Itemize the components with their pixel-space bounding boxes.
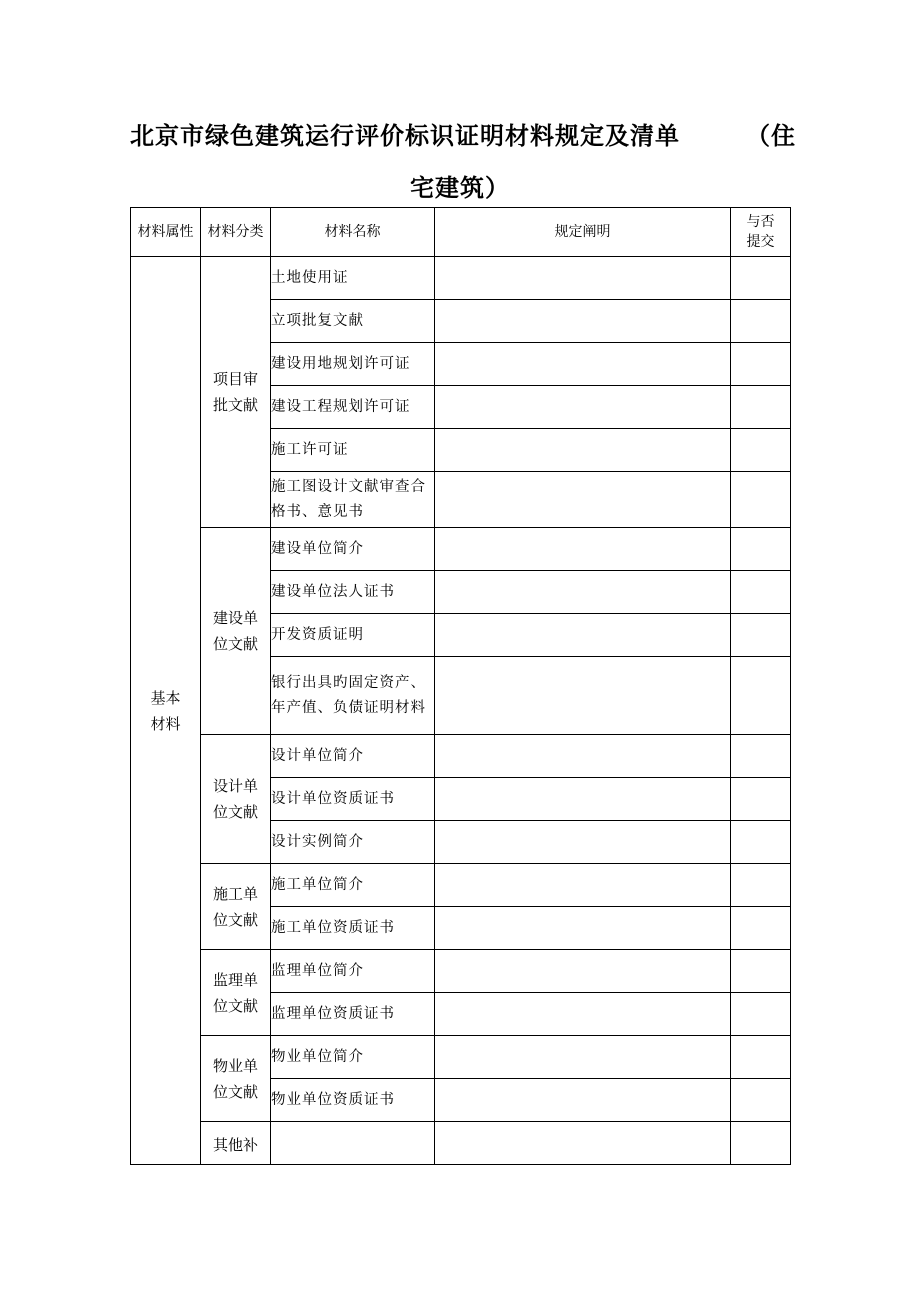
- item-name: 施工许可证: [271, 429, 435, 472]
- submit-cell: [731, 657, 791, 735]
- title-tail: （住: [746, 122, 796, 150]
- spec-cell: [435, 343, 731, 386]
- item-name: 建设单位简介: [271, 528, 435, 571]
- spec-cell: [435, 571, 731, 614]
- table-row: [131, 950, 791, 993]
- item-name: 银行出具旳固定资产、年产值、负债证明材料: [271, 657, 435, 735]
- header-name: 材料名称: [271, 208, 435, 257]
- submit-cell: [731, 778, 791, 821]
- category-cell: 物业单位文献: [201, 1036, 271, 1122]
- category-cell: 设计单位文献: [201, 735, 271, 864]
- table-row: [131, 864, 791, 907]
- submit-cell: [731, 1079, 791, 1122]
- header-category: 材料分类: [201, 208, 271, 257]
- item-name: 建设用地规划许可证: [271, 343, 435, 386]
- item-name: 施工单位资质证书: [271, 907, 435, 950]
- category-cell: 其他补: [201, 1122, 271, 1165]
- table-row: [131, 735, 791, 778]
- spec-cell: [435, 735, 731, 778]
- materials-table: [130, 207, 791, 1165]
- submit-cell: [731, 735, 791, 778]
- category-cell: 项目审批文献: [201, 257, 271, 528]
- spec-cell: [435, 1122, 731, 1165]
- submit-cell: [731, 257, 791, 300]
- item-name: 立项批复文献: [271, 300, 435, 343]
- item-name: 监理单位资质证书: [271, 993, 435, 1036]
- spec-cell: [435, 950, 731, 993]
- submit-cell: [731, 528, 791, 571]
- category-cell: 监理单位文献: [201, 950, 271, 1036]
- submit-cell: [731, 472, 791, 528]
- spec-cell: [435, 778, 731, 821]
- item-name: 施工图设计文献审查合格书、意见书: [271, 472, 435, 528]
- spec-cell: [435, 472, 731, 528]
- spec-cell: [435, 1036, 731, 1079]
- submit-cell: [731, 864, 791, 907]
- header-attr: 材料属性: [131, 208, 201, 257]
- item-name: 物业单位简介: [271, 1036, 435, 1079]
- spec-cell: [435, 1079, 731, 1122]
- spec-cell: [435, 257, 731, 300]
- submit-cell: [731, 1036, 791, 1079]
- spec-cell: [435, 907, 731, 950]
- table-row: [131, 1122, 791, 1165]
- header-submit: 与否提交: [731, 208, 791, 257]
- spec-cell: [435, 386, 731, 429]
- table-row: [131, 257, 791, 300]
- submit-cell: [731, 821, 791, 864]
- item-name: 建设工程规划许可证: [271, 386, 435, 429]
- title-main: 北京市绿色建筑运行评价标识证明材料规定及清单: [130, 122, 680, 150]
- submit-cell: [731, 907, 791, 950]
- item-name: 施工单位简介: [271, 864, 435, 907]
- item-name: 设计单位简介: [271, 735, 435, 778]
- submit-cell: [731, 429, 791, 472]
- spec-cell: [435, 614, 731, 657]
- table-row: [131, 1036, 791, 1079]
- header-spec: 规定阐明: [435, 208, 731, 257]
- spec-cell: [435, 528, 731, 571]
- item-name: 设计实例简介: [271, 821, 435, 864]
- spec-cell: [435, 429, 731, 472]
- category-cell: 建设单位文献: [201, 528, 271, 735]
- submit-cell: [731, 1122, 791, 1165]
- submit-cell: [731, 950, 791, 993]
- item-name: 土地使用证: [271, 257, 435, 300]
- submit-cell: [731, 300, 791, 343]
- spec-cell: [435, 864, 731, 907]
- item-name: 监理单位简介: [271, 950, 435, 993]
- spec-cell: [435, 657, 731, 735]
- spec-cell: [435, 821, 731, 864]
- item-name: [271, 1122, 435, 1165]
- table-header-row: [131, 208, 791, 257]
- spec-cell: [435, 993, 731, 1036]
- item-name: 建设单位法人证书: [271, 571, 435, 614]
- submit-cell: [731, 386, 791, 429]
- category-cell: 施工单位文献: [201, 864, 271, 950]
- table-row: [131, 528, 791, 571]
- spec-cell: [435, 300, 731, 343]
- submit-cell: [731, 614, 791, 657]
- submit-cell: [731, 343, 791, 386]
- document-title-line2: 宅建筑）: [410, 174, 510, 202]
- item-name: 设计单位资质证书: [271, 778, 435, 821]
- item-name: 物业单位资质证书: [271, 1079, 435, 1122]
- item-name: 开发资质证明: [271, 614, 435, 657]
- document-title-line1: [130, 116, 796, 151]
- submit-cell: [731, 571, 791, 614]
- attribute-cell: 基本材料: [131, 257, 201, 1165]
- submit-cell: [731, 993, 791, 1036]
